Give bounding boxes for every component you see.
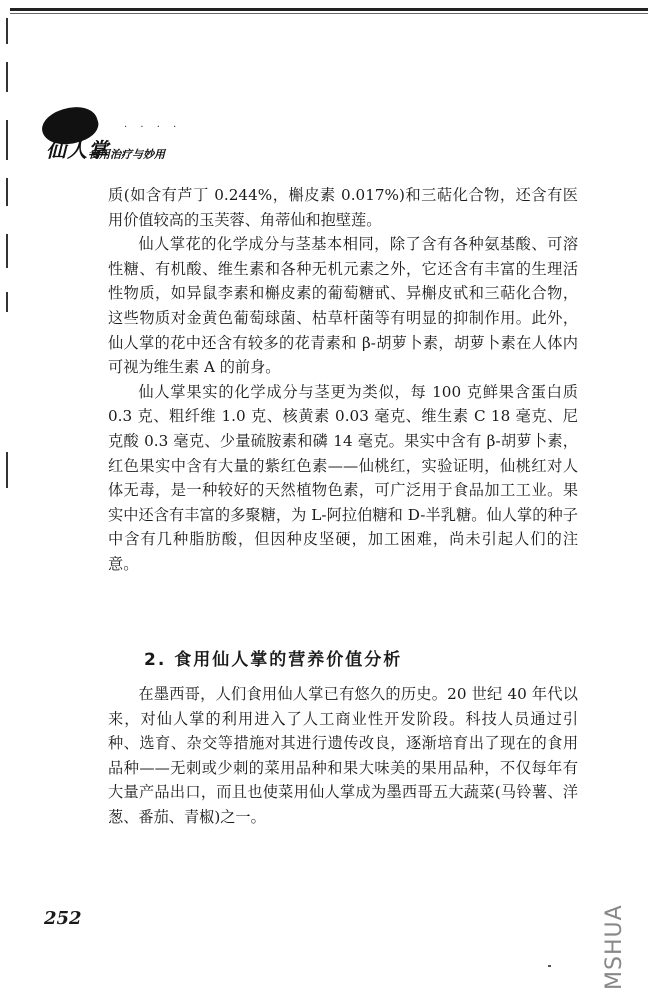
paragraph: 质(如含有芦丁 0.244%，槲皮素 0.017%)和三萜化合物，还含有医用价值较高的玉芙蓉、角蒂仙和抱壁莲。 xyxy=(108,186,578,229)
scan-speck xyxy=(548,965,551,967)
section-heading: 2. 食用仙人掌的营养价值分析 xyxy=(144,650,403,670)
watermark: MSHUA xyxy=(602,904,627,990)
margin-mark xyxy=(6,62,8,92)
top-border-rule xyxy=(10,8,648,11)
decorative-dots: · · · · xyxy=(124,122,182,133)
top-border-rule-thin xyxy=(10,13,648,14)
margin-mark xyxy=(6,452,8,488)
paragraph: 在墨西哥，人们食用仙人掌已有悠久的历史。20 世纪 40 年代以来，对仙人掌的利用进入了人工商业性开发阶段。科技人员通过引种、选育、杂交等措施对其进行遗传改良，逐渐培育出了现在的食用品种——无刺或少刺的菜用品种和果大味美的果用品种，不仅每年有大量产品出口，而且也使菜用仙人掌成为墨西哥五大蔬菜(马铃薯、洋葱、番茄、青椒)之一。 xyxy=(108,685,578,826)
paragraph: 仙人掌花的化学成分与茎基本相同，除了含有各种氨基酸、可溶性糖、有机酸、维生素和各种无机元素之外，它还含有丰富的生理活性物质，如异鼠李素和槲皮素的葡萄糖甙、异槲皮甙和三萜化合物，这些物质对金黄色葡萄球菌、枯草杆菌等有明显的抑制作用。此外，仙人掌的花中还含有较多的花青素和 β-胡萝卜素，胡萝卜素在人体内可视为维生素 A 的前身。 xyxy=(108,235,578,377)
page-number: 252 xyxy=(44,908,82,929)
margin-mark xyxy=(6,292,8,312)
margin-mark xyxy=(6,234,8,268)
margin-mark xyxy=(6,178,8,206)
margin-mark xyxy=(6,18,8,44)
section-body-text xyxy=(108,682,578,830)
book-title: 仙人掌 xyxy=(46,138,109,162)
paragraph: 仙人掌果实的化学成分与茎更为类似，每 100 克鲜果含蛋白质 0.3 克、粗纤维 1.0 克、核黄素 0.03 毫克、维生素 C 18 毫克、尼克酸 0.3 毫克、少量硫胺素和磷 14 毫克。果实中含有 β-胡萝卜素，红色果实中含有大量的紫红色素——仙桃红，实验证明，仙桃红对人体无毒，是一种较好的天然植物色素，可广泛用于食品加工工业。果实中还含有丰富的多聚糖，为 L-阿拉伯糖和 D-半乳糖。仙人掌的种子中含有几种脂肪酸，但因种皮坚硬，加工困难，尚未引起人们的注意。 xyxy=(108,382,578,573)
body-text xyxy=(108,183,578,577)
margin-mark xyxy=(6,120,8,160)
book-subtitle: 食用治疗与妙用 xyxy=(88,148,165,161)
book-header-logo xyxy=(28,102,218,172)
